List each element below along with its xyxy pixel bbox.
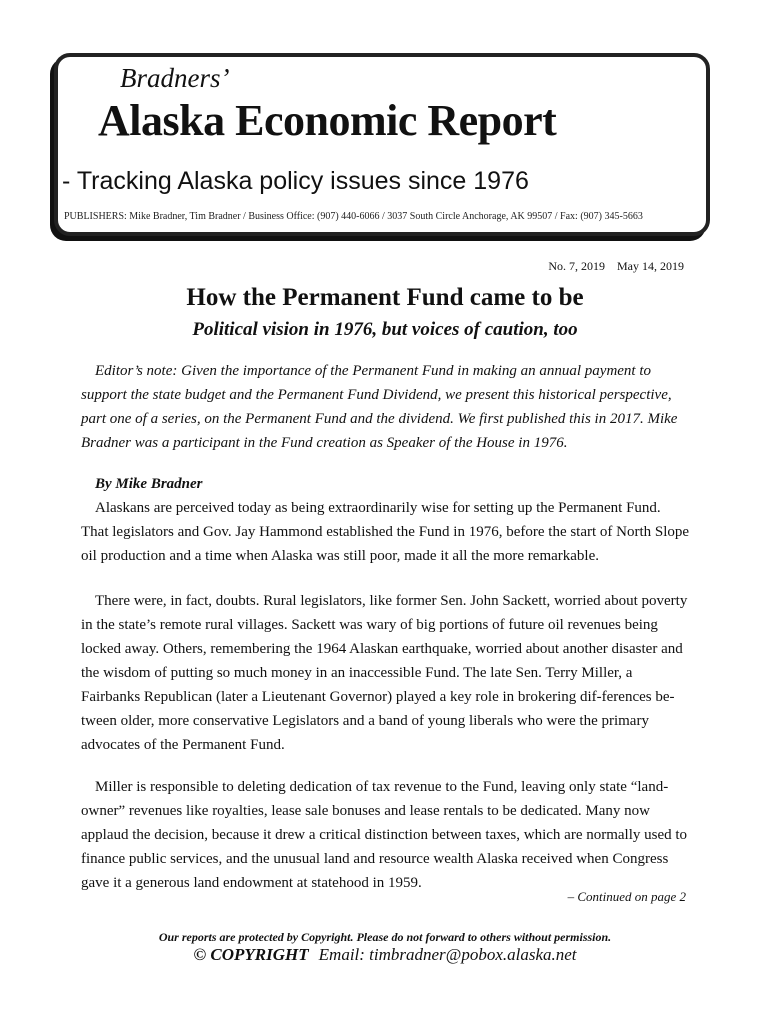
- copyright-label: © COPYRIGHT: [193, 945, 309, 964]
- contact-email[interactable]: Email: timbradner@pobox.alaska.net: [318, 945, 577, 964]
- copyright-notice: Our reports are protected by Copyright. Please do not forward to others without permission.: [158, 930, 612, 944]
- masthead: [54, 53, 710, 236]
- issue-info: [548, 259, 684, 274]
- byline-text: By Mike Bradner: [95, 476, 203, 492]
- continued-note: – Continued on page 2: [567, 889, 686, 904]
- copyright-line: [0, 945, 770, 965]
- masthead-tagline: - Tracking Alaska policy issues since 1976: [62, 167, 529, 195]
- article-byline: [81, 472, 691, 496]
- editors-note-text: Editor’s note: Given the importance of the Permanent Fund in making an annual payment to support the state budget and the Permanent Fund Dividend, we present this historical perspective, part one of a series, on the Permanent Fund and the dividend. We first published this in 2017. Mike Bradner was a participant in the Fund creation as Speaker of the House in 1976.: [81, 363, 678, 451]
- masthead-title: Alaska Economic Report: [98, 96, 557, 145]
- editors-note: [81, 359, 691, 455]
- paragraph-2: [81, 589, 691, 757]
- paragraph-1: [81, 496, 691, 568]
- paragraph-3: [81, 775, 691, 895]
- masthead-publishers: PUBLISHERS: Mike Bradner, Tim Bradner / Business Office: (907) 440-6066 / 3037 South Circle Anchorage, AK 99507 / Fax: (907) 345-5663: [64, 211, 643, 222]
- issue-number: No. 7, 2019: [548, 259, 605, 273]
- article-headline: How the Permanent Fund came to be: [186, 284, 584, 311]
- paragraph-2-text: There were, in fact, doubts. Rural legislators, like former Sen. John Sackett, worried about poverty in the state’s remote rural villages. Sackett was wary of big portions of future oil revenues being locked away. Others, remembering the 1964 Alaskan earthquake, worried about another disaster and the wisdom of putting so much money in an inaccessible Fund. The late Sen. Terry Miller, a Fairbanks Republican (later a Lieutenant Governor) played a key role in brokering dif-ferences be-tween older, more conservative Legislators and a band of young liberals who were the primary advocates of the Permanent Fund.: [81, 593, 688, 753]
- paragraph-1-text: Alaskans are perceived today as being extraordinarily wise for setting up the Permanent Fund. That legislators and Gov. Jay Hammond established the Fund in 1976, before the start of North Slope oil production and a time when Alaska was still poor, made it all the more remarkable.: [81, 500, 690, 564]
- paragraph-3-text: Miller is responsible to deleting dedication of tax revenue to the Fund, leaving only state “land-owner” revenues like royalties, lease sale bonuses and lease rentals to be dedicated. Many now applaud the decision, because it drew a critical distinction between taxes, which are normally used to finance public services, and the unusual land and resource wealth Alaska received when Congress gave it a generous land endowment at statehood in 1959.: [81, 779, 688, 891]
- masthead-bradners: Bradners’: [120, 63, 230, 93]
- issue-date: May 14, 2019: [617, 259, 684, 273]
- article-subhead: Political vision in 1976, but voices of caution, too: [192, 319, 578, 340]
